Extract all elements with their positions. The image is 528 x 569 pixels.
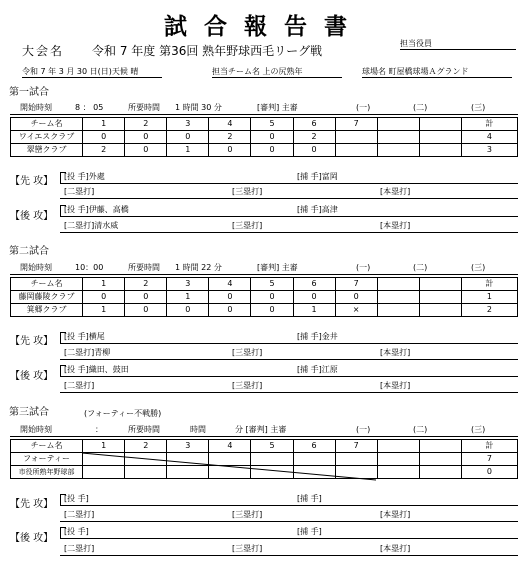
header-cell: 7 <box>335 278 377 291</box>
score-cell[interactable] <box>377 291 419 304</box>
divider <box>10 274 518 275</box>
header-cell: 6 <box>293 118 335 131</box>
score-cell[interactable]: 0 <box>125 131 167 144</box>
umpire-3b: (三) <box>471 103 486 112</box>
header-cell: 2 <box>125 278 167 291</box>
umpire-1b: (一) <box>356 425 371 434</box>
umpire-1b: (一) <box>356 103 371 112</box>
divider <box>60 232 518 233</box>
score-cell[interactable]: 1 <box>167 291 209 304</box>
bottom-half-label: 【後 攻】 <box>10 211 54 222</box>
total-cell[interactable]: 2 <box>461 304 517 317</box>
top-triples[interactable]: [三塁打] <box>232 187 263 196</box>
score-cell[interactable]: 0 <box>125 291 167 304</box>
duration: 1 時間 30 分 <box>175 103 222 112</box>
start-label: 開始時刻 <box>20 103 52 112</box>
divider <box>10 436 518 437</box>
tournament-name: 令和 7 年度 第36回 熟年野球西毛リーグ戦 <box>92 44 323 58</box>
score-cell[interactable]: 1 <box>293 304 335 317</box>
duration-label: 所要時間 <box>128 103 160 112</box>
header-cell: 5 <box>251 278 293 291</box>
officer-label: 担当役員 <box>400 39 432 48</box>
bottom-pitcher[interactable]: [投 手]織田、鼓田 <box>64 365 129 374</box>
top-homers[interactable]: [本塁打] <box>380 510 411 519</box>
table-row <box>11 291 518 304</box>
header-cell: 1 <box>83 118 125 131</box>
score-cell[interactable] <box>377 304 419 317</box>
divider <box>60 198 518 199</box>
bottom-pitcher[interactable]: [投 手] <box>64 527 89 536</box>
venue: 球場名 町屋橋球場Ａグランド <box>362 67 512 78</box>
header-cell: 4 <box>209 440 251 453</box>
divider <box>60 216 518 217</box>
bottom-doubles[interactable]: [二塁打] <box>64 381 95 390</box>
score-cell[interactable]: 0 <box>83 131 125 144</box>
team-name: ワイエスクラブ <box>11 131 83 144</box>
umpire-label: [審判] 主審 <box>257 263 298 272</box>
score-cell[interactable]: 0 <box>83 291 125 304</box>
bottom-triples[interactable]: [三塁打] <box>232 381 263 390</box>
score-cell[interactable] <box>377 453 419 466</box>
score-cell[interactable] <box>419 453 461 466</box>
top-doubles[interactable]: [二塁打] <box>64 187 95 196</box>
umpire-3b: (三) <box>471 425 486 434</box>
bottom-catcher[interactable]: [捕 手]高津 <box>297 205 338 214</box>
header-cell: 計 <box>461 278 517 291</box>
header-cell: 6 <box>293 440 335 453</box>
score-cell[interactable]: 0 <box>251 304 293 317</box>
header-cell: 6 <box>293 278 335 291</box>
bottom-half-label: 【後 攻】 <box>10 533 54 544</box>
score-cell[interactable]: 0 <box>293 291 335 304</box>
divider <box>60 343 518 344</box>
score-cell[interactable]: 1 <box>167 144 209 157</box>
header-cell: 1 <box>83 278 125 291</box>
bottom-half-label: 【後 攻】 <box>10 371 54 382</box>
top-triples[interactable]: [三塁打] <box>232 348 263 357</box>
score-cell[interactable]: 1 <box>83 304 125 317</box>
score-cell[interactable] <box>377 466 419 479</box>
bottom-catcher[interactable]: [捕 手] <box>297 527 322 536</box>
header-cell: 4 <box>209 278 251 291</box>
score-cell[interactable]: × <box>335 304 377 317</box>
header-cell: 4 <box>209 118 251 131</box>
divider <box>60 376 518 377</box>
divider <box>60 555 518 556</box>
team-in-charge: 担当チーム名 上の尻熟年 <box>212 67 342 78</box>
score-cell[interactable]: 0 <box>125 304 167 317</box>
header-cell: チーム名 <box>11 278 83 291</box>
score-cell[interactable] <box>419 466 461 479</box>
start-label: 開始時刻 <box>20 263 52 272</box>
header-cell: 7 <box>335 440 377 453</box>
score-cell[interactable]: 0 <box>167 304 209 317</box>
umpire-label: 分 [審判] 主審 <box>235 425 287 434</box>
bottom-homers[interactable]: [本塁打] <box>380 544 411 553</box>
header-cell: チーム名 <box>11 440 83 453</box>
team-name: 翠巒クラブ <box>11 144 83 157</box>
divider <box>60 505 518 506</box>
bottom-doubles[interactable]: [二塁打]清水威 <box>64 221 119 230</box>
header-row <box>11 118 518 131</box>
score-cell[interactable]: 0 <box>335 291 377 304</box>
score-cell[interactable] <box>419 304 461 317</box>
umpire-2b: (二) <box>413 425 428 434</box>
header-cell <box>377 118 419 131</box>
top-half-label: 【先 攻】 <box>10 176 54 187</box>
header-row <box>11 440 518 453</box>
top-half-label: 【先 攻】 <box>10 499 54 510</box>
table-row <box>11 304 518 317</box>
score-cell[interactable]: 2 <box>209 131 251 144</box>
divider <box>60 521 518 522</box>
table-row <box>11 144 518 157</box>
forfeit-strike-lines <box>82 452 376 482</box>
header-cell: 3 <box>167 278 209 291</box>
header-cell: 計 <box>461 118 517 131</box>
team-name: フォーティー <box>11 453 83 466</box>
total-cell[interactable]: 4 <box>461 131 517 144</box>
forfeit-note: (フォーティー不戦勝) <box>84 409 162 418</box>
header-cell: 7 <box>335 118 377 131</box>
team-name: 箕郷クラブ <box>11 304 83 317</box>
bottom-catcher[interactable]: [捕 手]江原 <box>297 365 338 374</box>
bottom-pitcher[interactable]: [投 手]伊藤、高橋 <box>64 205 129 214</box>
top-homers[interactable]: [本塁打] <box>380 187 411 196</box>
game-date: 令和 7 年 3 月 30 日(日)天候 晴 <box>22 67 162 78</box>
game-title: 第二試合 <box>9 246 49 257</box>
top-pitcher[interactable]: [投 手]横尾 <box>64 332 105 341</box>
divider <box>60 538 518 539</box>
bottom-triples[interactable]: [三塁打] <box>232 221 263 230</box>
top-triples[interactable]: [三塁打] <box>232 510 263 519</box>
tournament-label: 大会名 <box>22 44 65 58</box>
start-time: ： <box>95 425 103 434</box>
header-cell: 2 <box>125 118 167 131</box>
duration-label: 所要時間 <box>128 425 160 434</box>
officer-field[interactable] <box>400 39 516 50</box>
scoreboard <box>10 117 518 157</box>
game-title: 第三試合 <box>9 407 49 418</box>
divider <box>60 392 518 393</box>
top-doubles[interactable]: [二塁打] <box>64 510 95 519</box>
top-doubles[interactable]: [二塁打]青柳 <box>64 348 111 357</box>
score-cell[interactable]: 0 <box>167 131 209 144</box>
total-cell[interactable]: 0 <box>461 466 517 479</box>
header-cell <box>419 278 461 291</box>
header-cell: 1 <box>83 440 125 453</box>
header-cell <box>377 278 419 291</box>
top-pitcher[interactable]: [投 手] <box>64 494 89 503</box>
top-pitcher[interactable]: [投 手]外處 <box>64 172 105 181</box>
bottom-homers[interactable]: [本塁打] <box>380 381 411 390</box>
header-row <box>11 278 518 291</box>
header-cell: 3 <box>167 440 209 453</box>
bottom-homers[interactable]: [本塁打] <box>380 221 411 230</box>
top-catcher[interactable]: [捕 手] <box>297 494 322 503</box>
header-cell: 3 <box>167 118 209 131</box>
umpire-label: [審判] 主審 <box>257 103 298 112</box>
score-cell[interactable]: 0 <box>251 291 293 304</box>
score-cell[interactable] <box>419 131 461 144</box>
team-name: 市役所熟年野球部 <box>11 466 83 479</box>
header-cell: 5 <box>251 440 293 453</box>
score-cell[interactable]: 0 <box>251 131 293 144</box>
total-cell[interactable]: 7 <box>461 453 517 466</box>
header-cell <box>419 440 461 453</box>
score-cell[interactable]: 2 <box>83 144 125 157</box>
score-cell[interactable]: 0 <box>125 144 167 157</box>
total-cell[interactable]: 1 <box>461 291 517 304</box>
umpire-2b: (二) <box>413 263 428 272</box>
header-cell: 2 <box>125 440 167 453</box>
score-cell[interactable]: 2 <box>293 131 335 144</box>
scoreboard <box>10 277 518 317</box>
umpire-2b: (二) <box>413 103 428 112</box>
top-half-label: 【先 攻】 <box>10 336 54 347</box>
start-time: 8 ： 05 <box>75 103 104 112</box>
score-cell[interactable] <box>377 144 419 157</box>
score-cell[interactable] <box>377 131 419 144</box>
divider <box>10 114 518 115</box>
team-name: 藤岡藤陵クラブ <box>11 291 83 304</box>
start-time: 10：00 <box>75 263 104 272</box>
score-cell[interactable]: 0 <box>209 144 251 157</box>
top-catcher[interactable]: [捕 手]金井 <box>297 332 338 341</box>
top-catcher[interactable]: [捕 手]富岡 <box>297 172 338 181</box>
table-row <box>11 131 518 144</box>
umpire-3b: (三) <box>471 263 486 272</box>
score-cell[interactable]: 0 <box>209 291 251 304</box>
header-cell <box>377 440 419 453</box>
game-title: 第一試合 <box>9 87 49 98</box>
top-homers[interactable]: [本塁打] <box>380 348 411 357</box>
duration-label: 所要時間 <box>128 263 160 272</box>
score-cell[interactable] <box>419 291 461 304</box>
score-cell[interactable]: 0 <box>209 304 251 317</box>
umpire-1b: (一) <box>356 263 371 272</box>
score-cell[interactable] <box>335 144 377 157</box>
score-cell[interactable]: 0 <box>293 144 335 157</box>
header-cell: 計 <box>461 440 517 453</box>
divider <box>60 183 518 184</box>
total-cell[interactable]: 3 <box>461 144 517 157</box>
bottom-triples[interactable]: [三塁打] <box>232 544 263 553</box>
header-cell <box>419 118 461 131</box>
score-cell[interactable] <box>419 144 461 157</box>
header-cell: チーム名 <box>11 118 83 131</box>
score-cell[interactable]: 0 <box>251 144 293 157</box>
divider <box>60 359 518 360</box>
start-label: 開始時刻 <box>20 425 52 434</box>
score-cell[interactable] <box>335 131 377 144</box>
header-cell: 5 <box>251 118 293 131</box>
bottom-doubles[interactable]: [二塁打] <box>64 544 95 553</box>
duration: 1 時間 22 分 <box>175 263 222 272</box>
page-title: 試合報告書 <box>164 14 364 40</box>
duration: 時間 <box>190 425 206 434</box>
